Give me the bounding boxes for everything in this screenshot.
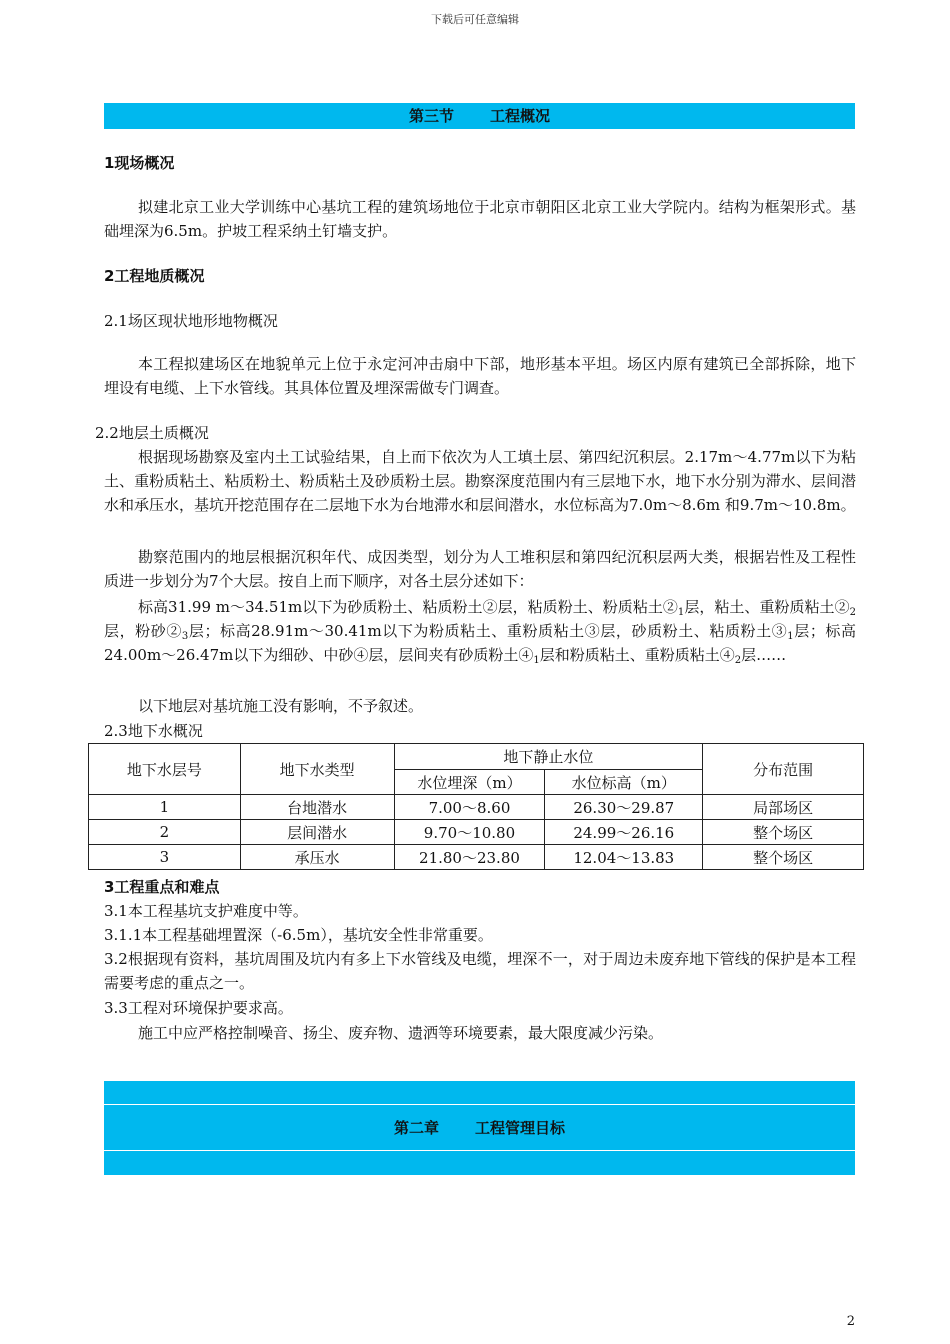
cell-type: 台地潜水 bbox=[240, 795, 394, 820]
paragraph-terrain: 本工程拟建场区在地貌单元上位于永定河冲击扇中下部，地形基本平坦。场区内原有建筑已全部拆除，地下埋设有电缆、上下水管线。其具体位置及埋深需做专门调查。 bbox=[104, 355, 856, 397]
cell-depth: 21.80～23.80 bbox=[394, 845, 545, 870]
paragraph-soil-4: 以下地层对基坑施工没有影响，不予叙述。 bbox=[138, 697, 424, 715]
heading-site-overview: 1现场概况 bbox=[104, 154, 175, 172]
chapter-title: 工程管理目标 bbox=[475, 1119, 566, 1137]
page-number: 2 bbox=[846, 1314, 855, 1329]
paragraph-site-overview: 拟建北京工业大学训练中心基坑工程的建筑场地位于北京市朝阳区北京工业大学院内。结构为框架形式。基础埋深为6.5m。护坡工程采纳土钉墙支护。 bbox=[104, 198, 856, 240]
cell-range: 局部场区 bbox=[703, 795, 864, 820]
paragraph-soil-1: 根据现场勘察及室内土工试验结果，自上而下依次为人工填土层、第四纪沉积层。2.17m～4.77m以下为粘土、重粉质粘土、粘质粉土、粉质粘土及砂质粉土层。勘察深度范围内有三层地下水，地下水分别为滞水、层间潜水和承压水，基坑开挖范围存在二层地下水为台地滞水和层间潜水，水位标高为7.0m～8.6m 和9.7m～10.8m。 bbox=[104, 448, 856, 514]
band-divider bbox=[104, 1104, 855, 1105]
cell-type: 承压水 bbox=[240, 845, 394, 870]
section-label: 第三节 bbox=[408, 107, 454, 125]
cell-layer: 2 bbox=[89, 820, 241, 845]
heading-terrain: 2.1场区现状地形地物概况 bbox=[104, 312, 278, 330]
heading-key-points: 3工程重点和难点 bbox=[104, 878, 220, 896]
cell-range: 整个场区 bbox=[703, 820, 864, 845]
section-title: 工程概况 bbox=[490, 107, 551, 125]
table-row bbox=[89, 845, 864, 870]
table-header-range: 分布范围 bbox=[703, 744, 864, 795]
section-title-band bbox=[104, 103, 855, 129]
paragraph-environment: 施工中应严格控制噪音、扬尘、废弃物、遗洒等环境要素，最大限度减少污染。 bbox=[138, 1024, 664, 1042]
heading-soil: 2.2地层土质概况 bbox=[95, 424, 209, 442]
heading-geology: 2工程地质概况 bbox=[104, 267, 205, 285]
chapter-label: 第二章 bbox=[393, 1119, 439, 1137]
item-3-2: 3.2根据现有资料，基坑周围及坑内有多上下水管线及电缆，埋深不一，对于周边未废弃地下管线的保护是本工程需要考虑的重点之一。 bbox=[104, 950, 856, 992]
cell-layer: 1 bbox=[89, 795, 241, 820]
table-header-depth: 水位埋深（m） bbox=[394, 770, 545, 795]
item-3-1: 3.1本工程基坑支护难度中等。 bbox=[104, 902, 308, 920]
cell-range: 整个场区 bbox=[703, 845, 864, 870]
item-3-1-1: 3.1.1本工程基础埋置深（-6.5m），基坑安全性非常重要。 bbox=[104, 926, 493, 944]
heading-groundwater: 2.3地下水概况 bbox=[104, 722, 203, 740]
cell-depth: 7.00～8.60 bbox=[394, 795, 545, 820]
table-header-elevation: 水位标高（m） bbox=[545, 770, 703, 795]
groundwater-table bbox=[88, 743, 864, 870]
band-divider bbox=[104, 1150, 855, 1151]
cell-type: 层间潜水 bbox=[240, 820, 394, 845]
table-row bbox=[89, 795, 864, 820]
header-note: 下载后可任意编辑 bbox=[431, 13, 519, 26]
cell-elevation: 12.04～13.83 bbox=[545, 845, 703, 870]
table-header-static-level: 地下静止水位 bbox=[394, 744, 703, 770]
table-header-layer: 地下水层号 bbox=[89, 744, 241, 795]
item-3-3: 3.3工程对环境保护要求高。 bbox=[104, 999, 293, 1017]
cell-elevation: 26.30～29.87 bbox=[545, 795, 703, 820]
cell-layer: 3 bbox=[89, 845, 241, 870]
chapter-title-band bbox=[104, 1081, 855, 1175]
cell-elevation: 24.99～26.16 bbox=[545, 820, 703, 845]
paragraph-soil-3: 标高31.99 m～34.51m以下为砂质粉土、粘质粉土②层，粘质粉土、粉质粘土$②_1$层，粘土、重粉质粘土$②_2$层，粉砂$②_3$层；标高28.91m～30.41m以下为粉质粘土、重粉质粘土③层，砂质粉土、粘质粉土$③_1$层；标高24.00m～26.47m以下为细砂、中砂④层，层间夹有砂质粉土$④_1$层和粉质粘土、重粉质粘土$④_2$层…… bbox=[104, 598, 856, 666]
table-row bbox=[89, 820, 864, 845]
paragraph-soil-2: 勘察范围内的地层根据沉积年代、成因类型，划分为人工堆积层和第四纪沉积层两大类，根据岩性及工程性质进一步划分为7个大层。按自上而下顺序，对各土层分述如下： bbox=[104, 548, 856, 590]
cell-depth: 9.70～10.80 bbox=[394, 820, 545, 845]
table-header-type: 地下水类型 bbox=[240, 744, 394, 795]
